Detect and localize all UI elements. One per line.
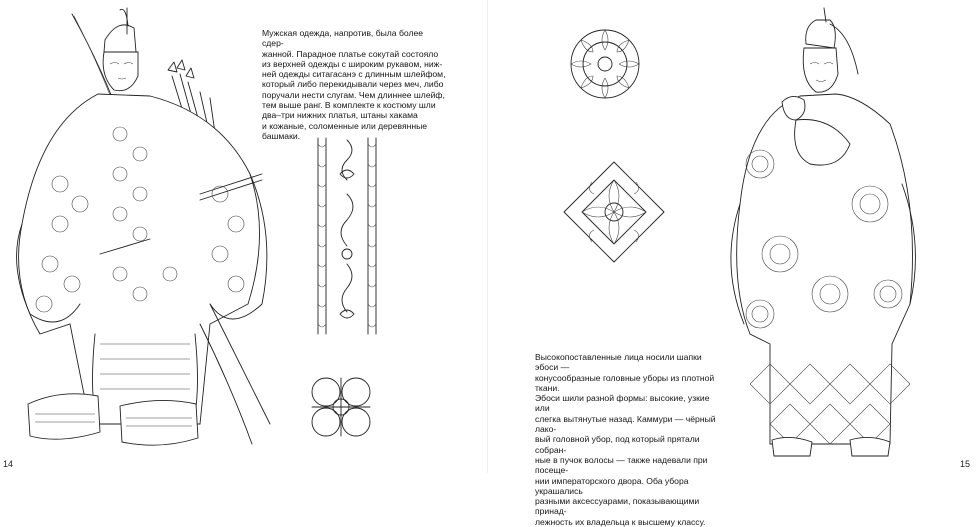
ornament-strips	[312, 134, 382, 339]
page-number-right: 15	[959, 459, 970, 469]
knot-ornament	[306, 372, 376, 442]
archer-illustration	[0, 4, 280, 464]
left-page-text: Мужская одежда, напротив, была более сдер- жанной. Парадное платье сокутай состояло из верхней одежды с широким рукавом, ниж- ней одежды ситагасанэ с длинным шлейфом, который либо перекидывали через меч, либо поручали нести слугам. Чем длиннее шлейф, тем выше ранг. В комплекте к костюму шли два–три нижних платья, штаны хакама и кожаные, соломенные или деревянные башмаки.	[262, 28, 446, 141]
nobleman-with-baby-illustration	[720, 4, 920, 464]
right-page	[488, 0, 976, 527]
left-page	[0, 0, 488, 473]
right-page-text: Высокопоставленные лица носили шапки эбоси — конусообразные головные уборы из плотной ткани. Эбоси шили разной формы: высокие, узкие или слегка вытянутые назад. Каммури — чёрный лако- вый головной убор, под который прятали собран- ные в пучок волосы — также надевали при посеще- нии императорского двора. Оба убора украшались разными аксессуарами, показывающими принад- лежность их владельца к высшему классу.	[535, 352, 716, 527]
round-medallion	[569, 28, 641, 100]
diamond-medallion	[562, 160, 666, 264]
page-number-left: 14	[3, 459, 14, 469]
